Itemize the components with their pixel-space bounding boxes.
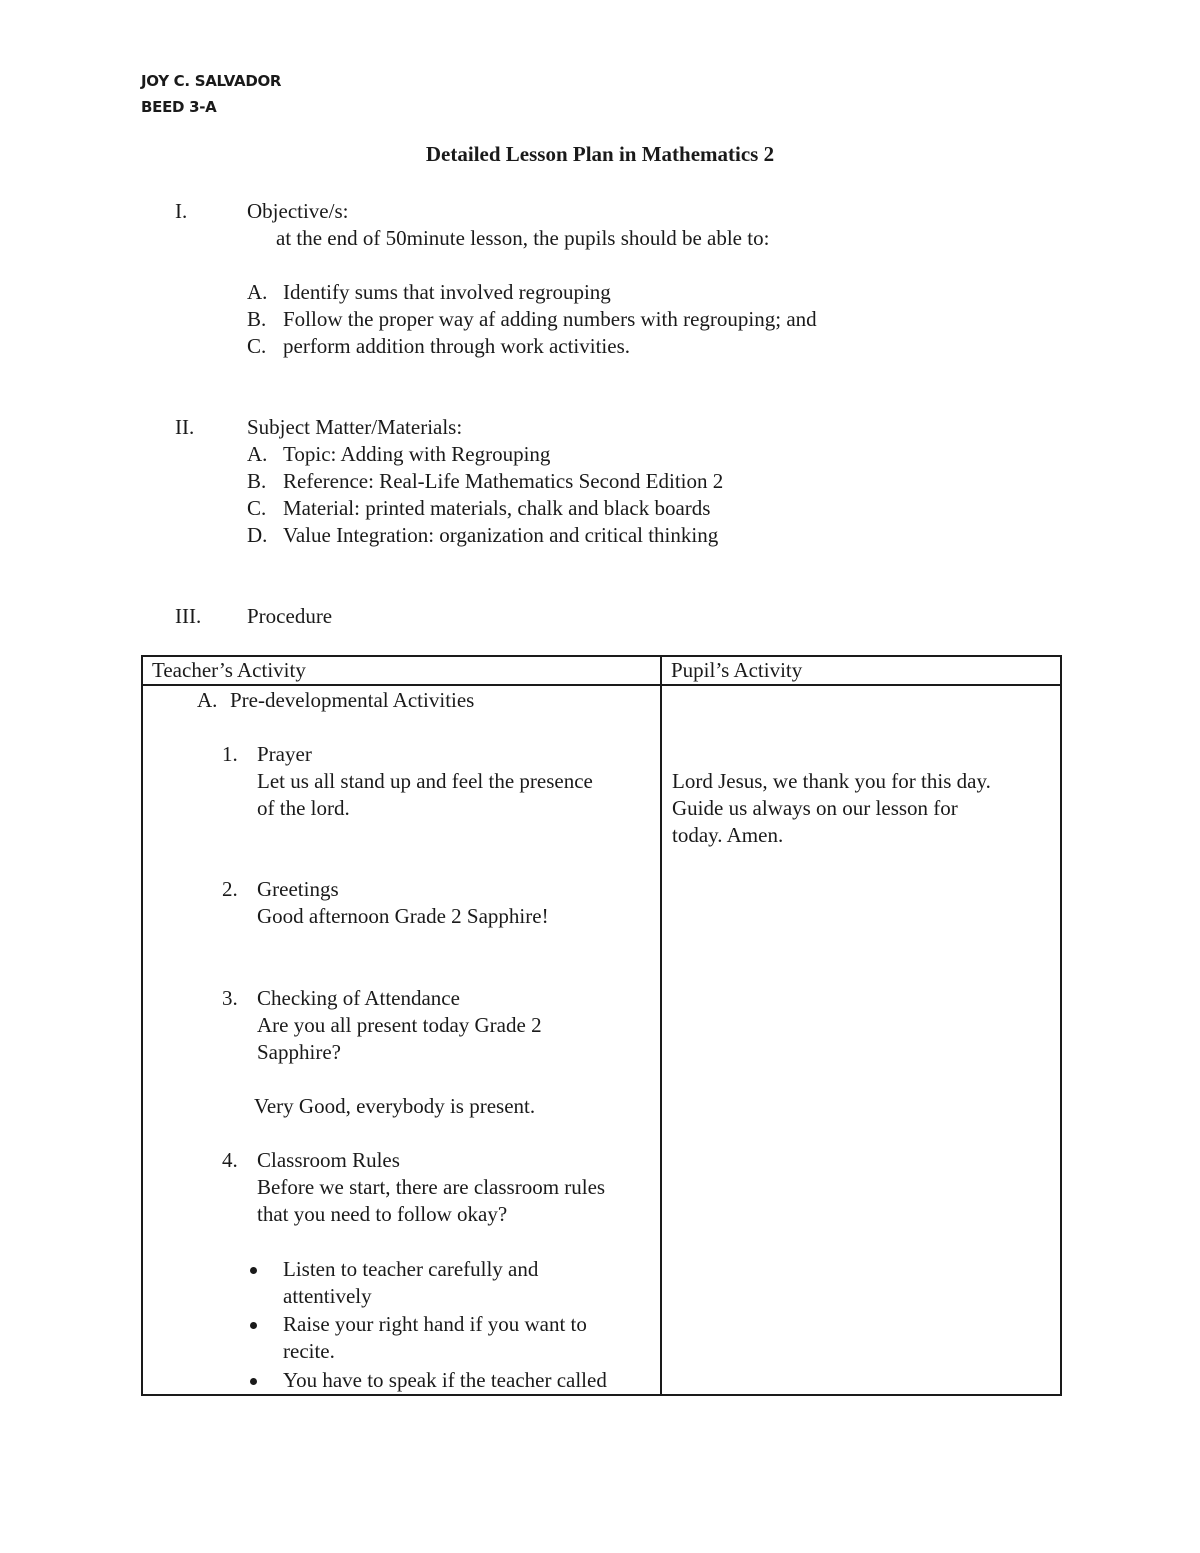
subject-text: Reference: Real-Life Mathematics Second Edition 2 (283, 469, 724, 493)
subject-letter: C. (247, 496, 267, 520)
step-extra: Very Good, everybody is present. (254, 1094, 536, 1118)
subject-numeral: II. (175, 415, 195, 439)
objectives-intro: at the end of 50minute lesson, the pupils should be able to: (276, 226, 770, 250)
table-header-row (142, 656, 1061, 685)
procedure-heading: Procedure (247, 604, 333, 628)
objective-letter: A. (247, 280, 268, 304)
step-title: Checking of Attendance (257, 986, 460, 1010)
procedure-table (141, 655, 1062, 1396)
table-row (142, 685, 1061, 1395)
step-title: Prayer (257, 742, 312, 766)
teacher-activity-cell (142, 685, 661, 1395)
step-number: 2. (222, 877, 238, 901)
step-number: 4. (222, 1148, 238, 1172)
objective-letter: C. (247, 334, 267, 358)
step-number: 1. (222, 742, 238, 766)
pupil-prayer-line: Lord Jesus, we thank you for this day. (672, 769, 991, 793)
step-number: 3. (222, 986, 238, 1010)
step-line: Sapphire? (257, 1040, 341, 1064)
subject-text: Material: printed materials, chalk and black boards (283, 496, 711, 520)
bullet-icon (250, 1322, 257, 1329)
step-title: Classroom Rules (257, 1148, 400, 1172)
step-line: that you need to follow okay? (257, 1202, 508, 1226)
section-title: Pre-developmental Activities (230, 688, 475, 712)
step-line: Good afternoon Grade 2 Sapphire! (257, 904, 549, 928)
objectives-numeral: I. (175, 199, 188, 223)
rule-line: Listen to teacher carefully and (283, 1257, 539, 1281)
objective-text: Identify sums that involved regrouping (283, 280, 611, 304)
objective-text: perform addition through work activities. (283, 334, 631, 358)
author-name: JOY C. SALVADOR (141, 72, 282, 90)
step-line: Let us all stand up and feel the presence (257, 769, 593, 793)
objective-letter: B. (247, 307, 267, 331)
rule-line: recite. (283, 1339, 335, 1363)
pupil-prayer-line: Guide us always on our lesson for (672, 796, 958, 820)
subject-text: Topic: Adding with Regrouping (283, 442, 551, 466)
subject-heading: Subject Matter/Materials: (247, 415, 463, 439)
teacher-activity-header: Teacher’s Activity (142, 656, 661, 685)
rule-line: You have to speak if the teacher called (283, 1368, 607, 1392)
subject-text: Value Integration: organization and critical thinking (283, 523, 719, 547)
document-title: Detailed Lesson Plan in Mathematics 2 (425, 142, 775, 166)
procedure-numeral: III. (175, 604, 202, 628)
bullet-icon (250, 1378, 257, 1385)
rule-line: attentively (283, 1284, 372, 1308)
subject-letter: A. (247, 442, 268, 466)
step-title: Greetings (257, 877, 339, 901)
author-section: BEED 3-A (141, 98, 217, 116)
pupil-activity-cell (661, 685, 1061, 1395)
step-line: of the lord. (257, 796, 350, 820)
objective-text: Follow the proper way af adding numbers with regrouping; and (283, 307, 817, 331)
step-line: Are you all present today Grade 2 (257, 1013, 542, 1037)
subject-letter: D. (247, 523, 268, 547)
subject-letter: B. (247, 469, 267, 493)
bullet-icon (250, 1267, 257, 1274)
pupil-prayer-line: today. Amen. (672, 823, 784, 847)
rule-line: Raise your right hand if you want to (283, 1312, 587, 1336)
section-letter: A. (197, 688, 218, 712)
objectives-heading: Objective/s: (247, 199, 349, 223)
pupil-activity-header: Pupil’s Activity (661, 656, 1061, 685)
step-line: Before we start, there are classroom rules (257, 1175, 606, 1199)
